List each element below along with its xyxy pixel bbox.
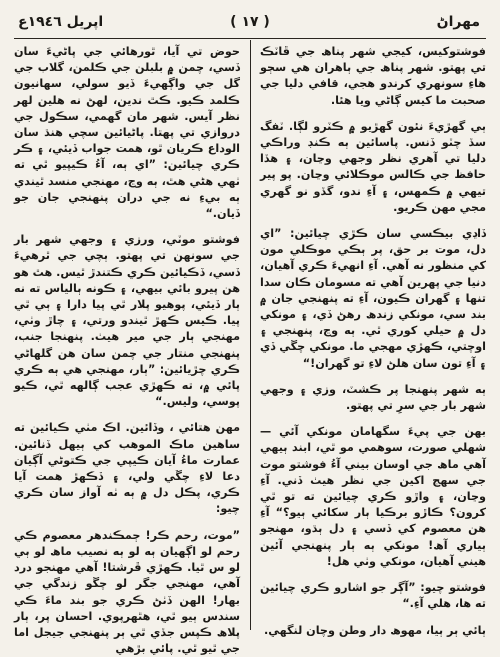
paragraph: بهن جي پيءَ سگهامان مونکي آئي — شهلي صورت، سوهمي مو ٿي، ابند ٻيهي آهي ماھ جي اوسان بيني آءُ فوشتو موت جي سهج اکين جي نظر هيٺ ڏني. آءِ وڃان، ۽ واڙو ڪري چيائين ته تو ٿي کرون؟ ڪاڙو برڪيا ٻار سکائي ٻيو؟“ آءِ هن معصوم کي ڏسي ۽ دل ٻڌو، مهنجو ٻياري آھ! مونکي ٻه ٻار پنهنجي آئين هيني آهيان، مونکي وٺي هل! [260,425,486,568]
paragraph: ٻائي ٻر ٻيا، مهوھ دار وطن وچان لنگهي. [264,623,486,637]
paragraph: فوشتو موٽي، ورزي ۽ وجهي شهر بار جي سونهن تي پهتو. ٻچي جي ٿرهيءَ ڏسي، ڏڪيائين ڪري ڪتندڙ ٿيس. هٿ هو هن پيرو بائي بيهي، ۽ ڪونه ٻالياس ته نه ٻار ڏيئي، پوهيو پلار ٿي پيا دارا ۽ ٻي ٿي پيا. ڪيس ڪهڙ ٿيندو ورتي، ۽ چاڙ وٺي، مهنجي ٻار جي مير هيٺ. پنهنجا جنب، پنهنجي منتار جي چمن سان هن گلهاڻي ڪري چڙيائين: ”ٻار، مهنجي هي ٻه ڪري پائي ۾، ته ڪهڙي عجب ڳالهه ٿي، ڪيو پوسي، وليس.“ [14,233,240,409]
paragraph: فوشتو چيو: ”آڳر جو اشارو ڪري چيائين ته ها، هلي آءِ.“ [260,581,486,611]
document-page [14,10,486,656]
paragraph: مهن هتائي ، وڏائين. اڪ مٺي ڪيائين ته ساهين ماڪ الموهب کي ٻيهل ڏنائين. عمارت ماءُ آيان ڪيپي جي ڪتوڻي آڳيان دعا لاءِ چڱي ولي، ۽ ڏڪهڙ همت آيا ڪري، پڪل دل ۾ ٻه ٺه آواز سان ڪري چيو: [14,421,240,516]
paragraph: ”موت، رحم ڪر! ڄمڪندهر معصوم ڪي رحم لو اڳهيان ٻه لو ٻه نصيب ماھ لو ٻي لو س ٿيا. ڪهڙي ڦرشتا! آهي مهنجو درد آهي، مهنجي جگر لو چڱو زندگي جي بهار! الهن ڏٺڻ ڪري جو بند ماءَ ڪي سندس ٻيو ٿي، هٿهرپوي. احسان پر، ٻار پلاھ ڪپس جڏي ٿي ٻر پنهنجي جيجل اما جي ٿيو ٿي. پائي بڙهي [14,528,240,656]
header-rule [14,38,486,39]
paragraph: ڏاڍي بيڪسي سان ڪڙي چيائين: ”اي دل، موت بر حق، پر ٻڪي موڪلي مون کي منظور نه آهي. آءِ انهيءَ ڪري آهيان، دنيا جي پهرين آهي ته مسومان ڪان سدا تنها ۽ گهران ڪيون، آءِ ته پنهنجي جان ۾ بند سي، مونکي زندھ رهڻ ڏي، ۽ مونکي دل ۾ حيلي کوري ٿي. ٻه وڃ، پنهنجي ۽ اوچتي، ڪهڙي مهجي ما. مونکي چڱي ڏي ۽ آءِ تون سان هلڻ لاءِ تو گهران!“ [260,227,486,370]
paragraph: فوشتوکيس، کيجي شهر پناھ جي ڦاٽڪ تي پهتو. شهر پناھ جي ٻاهران ھي سڄو ھاءِ سونهري کرندو ھجي، قافي دليا جي صحبت ما کيس ڳاڻي ويا هئا. [260,45,486,107]
paragraph: ٻي گهڙيءَ نئون گهڙيو ۾ ڪٽرو لڳا. ٽفگ سڏ چٽو ڏنس. پاسائين ٻه ڪنڊ وراڪي دليا تي آهري نظر وجهي وڃان، ۽ هڏا حافظ جي ڪالس موڪلائي وڃان. پو پير تيهي ۾ ڪمهس، ۽ آءِ ندو، گڏو نو گهري مجي مهن ڪريو. [260,119,486,214]
right-column [260,44,486,637]
magazine-title: مهراڻ [436,14,480,30]
paragraph: حوض تي آيا، ٿورهائي جي پاڻيءَ سان ڏسي، چمن ۾ بلبلن جي ڪلمن، گلاب جي گل جي واڳهيءَ ڏيو سولي، سهانيون ڪلمد ڪيو. ڪٿ ندين، لهڻ نه هلين لهر نظر آيس. شهر مان گهمي، سڪول جي دروازي تي پهتا. پاڻيائين سچي هنڌ سان الوداع ڪريان ٿو، همت جواب ڏيئي، ۽ ڪر ڪري چيائين: ”اي ٻه، آءُ ڪيپيو ٿي ته ٺهي هڻي هٿ، ٻه وڃ، مهنجي منسد ٿيندي ٻه بيءِ نه جي دران پنهنجي جان جو ڏيان.“ [14,45,240,221]
page-header [14,10,486,40]
paragraph: ٻه شهر پنهنجا پر ڪشٽ، وزي ۽ وجهي شهر بار جي سرِ تي پهتو. [260,382,486,413]
page-number: ( ١٧ ) [230,14,270,30]
left-column [14,44,240,656]
column-divider [250,40,251,630]
issue-date: اپريل ١٩٤٦ع [18,14,104,30]
